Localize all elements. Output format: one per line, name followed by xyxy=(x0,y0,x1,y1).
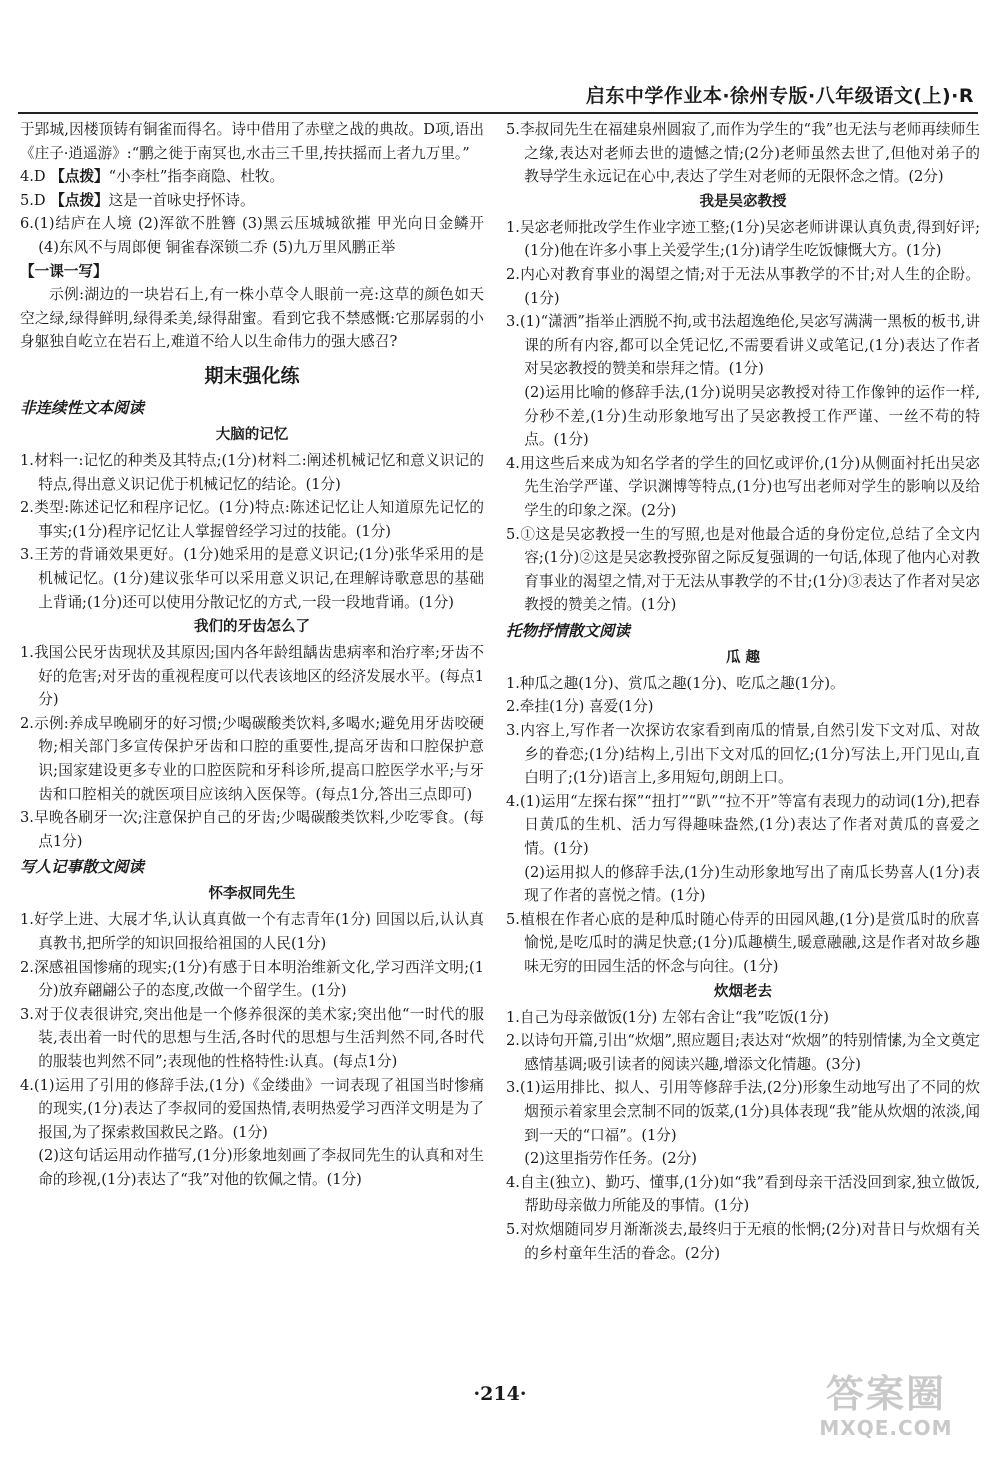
answer-item: 3.早晚各刷牙一次;注意保护自己的牙齿;少喝碳酸类饮料,少吃零食。(每点1分) xyxy=(20,809,484,850)
article-title: 我们的牙齿怎么了 xyxy=(194,619,310,636)
answer-subitem: (2)运用拟人的修辞手法,(1分)生动形象地写出了南瓜长势喜人(1分)表现了作者的喜悦之情。(1分) xyxy=(524,863,980,905)
section-title: 写人记事散文阅读 xyxy=(20,858,145,877)
answer-item: 2.类型:陈述记忆和程序记忆。(1分)特点:陈述记忆让人知道原先记忆的事实;(1分)程序记忆让人掌握曾经学习过的技能。(1分) xyxy=(20,499,484,540)
answer-q5: 5.D 【点拨】这是一首咏史抒怀诗。 xyxy=(20,191,255,209)
yikeyixie-title: 【一课一写】 xyxy=(20,262,108,280)
answer-item: 2.深感祖国惨痛的现实;(1分)有感于日本明治维新文化,学习西洋文明;(1分)放弃翩翩公子的态度,改做一个留学生。(1分) xyxy=(20,958,484,1000)
article-title: 怀李叔同先生 xyxy=(208,886,296,903)
article-title: 大脑的记忆 xyxy=(215,426,289,443)
answer-item: 3.内容上,写作者一次探访农家看到南瓜的情景,自然引发下文对瓜、对故乡的眷恋;(1分)结构上,引出下文对瓜的回忆;(1分)写法上,开门见山,直白明了;(1分)语言上,多用短句,朗朗上口。 xyxy=(506,722,980,787)
answer-item: 5.植根在作者心底的是种瓜时随心侍弄的田园风趣,(1分)是赏瓜时的欣喜愉悦,是吃瓜时的满足快意;(1分)瓜趣横生,暖意融融,这是作者对故乡趣味无穷的田园生活的怀念与向往。(1分) xyxy=(506,910,980,975)
header-title: 启东中学作业本·徐州专版·八年级语文(上)·R xyxy=(585,85,974,107)
answer-item: 5.对炊烟随同岁月渐渐淡去,最终归于无痕的怅惘;(2分)对昔日与炊烟有关的乡村童年生活的眷念。(2分) xyxy=(506,1220,980,1262)
hint-tag: 【点拨】 xyxy=(50,168,109,186)
article-title: 炊烟老去 xyxy=(714,983,772,1000)
answer-item: 1.好学上进、大展才华,认认真真做一个有志青年(1分) 回国以后,认认真真教书,把所学的知识回报给祖国的人民(1分) xyxy=(20,911,484,953)
article-title: 我是吴宓教授 xyxy=(699,193,787,210)
section-title: 非连续性文本阅读 xyxy=(20,398,145,417)
watermark-logo-text: 答案圈 xyxy=(825,1372,946,1416)
section-title: 托物抒情散文阅读 xyxy=(506,621,631,640)
answer-item: 1.我国公民牙齿现状及其原因;国内各年龄组龋齿患病率和治疗率;牙齿不好的危害;对牙齿的重视程度可以代表该地区的经济发展水平。(每点1分) xyxy=(20,644,484,709)
article-title: 瓜 趣 xyxy=(725,649,761,666)
answer-subitem: (2)这句话运用动作描写,(1分)形象地刻画了李叔同先生的认真和对生命的珍视,(1分)表达了“我”对他的钦佩之情。(1分) xyxy=(38,1147,484,1188)
answer-item: 1.种瓜之趣(1分)、赏瓜之趣(1分)、吃瓜之趣(1分)。 xyxy=(506,674,845,692)
answer-subitem: (2)运用比喻的修辞手法,(1分)说明吴宓教授对待工作像钟的运作一样,分秒不差,(1分)生动形象地写出了吴宓教授工作严谨、一丝不苟的特点。(1分) xyxy=(524,383,980,449)
answer-item: 1.自己为母亲做饭(1分) 左邻右舍让“我”吃饭(1分) xyxy=(506,1008,829,1026)
yikeyixie-text: 示例:湖边的一块岩石上,有一株小草令人眼前一亮:这草的颜色如天空之绿,绿得鲜明,绿得柔美,绿得甜蜜。看到它我不禁感慨:它那孱弱的小身躯独自屹立在岩石上,难道不给人以生命伟力的强大感召? xyxy=(20,286,484,351)
answer-item: 3.(1)运用排比、拟人、引用等修辞手法,(2分)形象生动地写出了不同的炊烟预示着家里会烹制不同的饭菜,(1分)具体表现“我”能从炊烟的浓淡,闻到一天的“口福”。(1分) xyxy=(506,1079,980,1144)
answer-item: 4.用这些后来成为知名学者的学生的回忆或评价,(1分)从侧面衬托出吴宓先生治学严谨、学识渊博等特点,(1分)也写出老师对学生的影响以及给学生的印象之深。(2分) xyxy=(506,454,980,519)
answer-item: 3.对于仪表很讲究,突出他是一个修养很深的美术家;突出他“一时代的服装,表出着一时代的思想与生活,各时代的思想与生活判然不同,各时代的服装也判然不同”;表现他的性格特性:认真。(每点1分) xyxy=(20,1005,484,1070)
answer-item: 1.吴宓老师批改学生作业字迹工整;(1分)吴宓老师讲课认真负责,得到好评;(1分)他在许多小事上关爱学生;(1分)请学生吃饭慷慨大方。(1分) xyxy=(506,218,980,260)
continued-answer: 于郢城,因楼顶铸有铜雀而得名。诗中借用了赤壁之战的典故。D项,语出《庄子·逍遥游》:“鹏之徙于南冥也,水击三千里,抟扶摇而上者九万里。” xyxy=(20,121,484,162)
page-number: ·214· xyxy=(473,1383,527,1405)
hint-tag: 【点拨】 xyxy=(50,191,109,209)
answer-item: 3.(1)“潇洒”指举止洒脱不拘,或书法超逸绝伦,吴宓写满满一黑板的板书,讲课的所有内容,都可以全凭记忆,不需要看讲义或笔记,(1分)表达了作者对吴宓教授的赞美和崇拜之情。(1分) xyxy=(506,313,980,378)
answer-item: 4.(1)运用“左探右探”“扭打”“趴”“拉不开”等富有表现力的动词(1分),把春日黄瓜的生机、活力写得趣味盎然,(1分)表达了作者对黄瓜的喜爱之情。(1分) xyxy=(506,792,980,858)
page-header xyxy=(18,82,978,114)
answer-item: 2.牵挂(1分) 喜爱(1分) xyxy=(506,698,654,716)
left-column xyxy=(20,118,484,1371)
answer-q4: 4.D 【点拨】“小李杜”指李商隐、杜牧。 xyxy=(20,168,285,186)
answer-item: 5.李叔同先生在福建泉州圆寂了,而作为学生的“我”也无法与老师再续师生之缘,表达对老师去世的遗憾之情;(2分)老师虽然去世了,但他对弟子的教导学生永远记在心中,表达了学生对老师的无限怀念之情。(2分) xyxy=(506,121,980,186)
final-practice-title: 期末强化练 xyxy=(204,364,300,387)
answer-item: 4.自主(独立)、勤巧、懂事,(1分)如“我”看到母亲干活没回到家,独立做饭,帮助母亲做力所能及的事情。(1分) xyxy=(506,1173,980,1215)
answer-item: 4.(1)运用了引用的修辞手法,(1分)《金缕曲》一词表现了祖国当时惨痛的现实,(1分)表达了李叔同的爱国热情,表明热爱学习西洋文明是为了报国,为了探索救国救民之路。(1分) xyxy=(20,1076,484,1141)
answer-subitem: (2)这里指劳作任务。(2分) xyxy=(524,1150,697,1168)
answer-q6: 6.(1)结庐在人境 (2)浑欲不胜簪 (3)黑云压城城欲摧 甲光向日金鳞开 (4)东风不与周郎便 铜雀春深锁二乔 (5)九万里风鹏正举 xyxy=(20,215,484,256)
answer-item: 2.示例:养成早晚刷牙的好习惯;少喝碳酸类饮料,多喝水;避免用牙齿咬硬物;相关部门多宣传保护牙齿和口腔的重要性,提高牙齿和口腔保护意识;国家建设更多专业的口腔医院和牙科诊所,提高口腔医学水平;与牙齿和口腔相关的就医项目应该纳入医保等。(每点1分,答出三点即可) xyxy=(20,714,484,803)
watermark-url: MXQE.COM xyxy=(819,1416,953,1440)
watermark-logo xyxy=(796,1371,976,1443)
answer-item: 3.王芳的背诵效果更好。(1分)她采用的是意义识记;(1分)张华采用的是机械记忆。(1分)建议张华可以采用意义识记,在理解诗歌意思的基础上背诵;(1分)还可以使用分散记忆的方式,一段一段地背诵。(1分) xyxy=(20,546,484,611)
answer-item: 2.内心对教育事业的渴望之情;对于无法从事教学的不甘;对人生的企盼。(1分) xyxy=(506,265,980,307)
answer-item: 1.材料一:记忆的种类及其特点;(1分)材料二:阐述机械记忆和意义识记的特点,得出意义识记优于机械记忆的结论。(1分) xyxy=(20,451,484,493)
answer-item: 2.以诗句开篇,引出“炊烟”,照应题目;表达对“炊烟”的特别情愫,为全文奠定感情基调;吸引读者的阅读兴趣,增添文化情趣。(3分) xyxy=(506,1032,980,1073)
right-column xyxy=(506,118,980,1371)
answer-item: 5.①这是吴宓教授一生的写照,也是对他最合适的身份定位,总结了全文内容;(1分)②这是吴宓教授弥留之际反复强调的一句话,体现了他内心对教育事业的渴望之情,对于无法从事教学的不甘;(1分)③表达了作者对吴宓教授的赞美之情。(1分) xyxy=(506,525,980,614)
